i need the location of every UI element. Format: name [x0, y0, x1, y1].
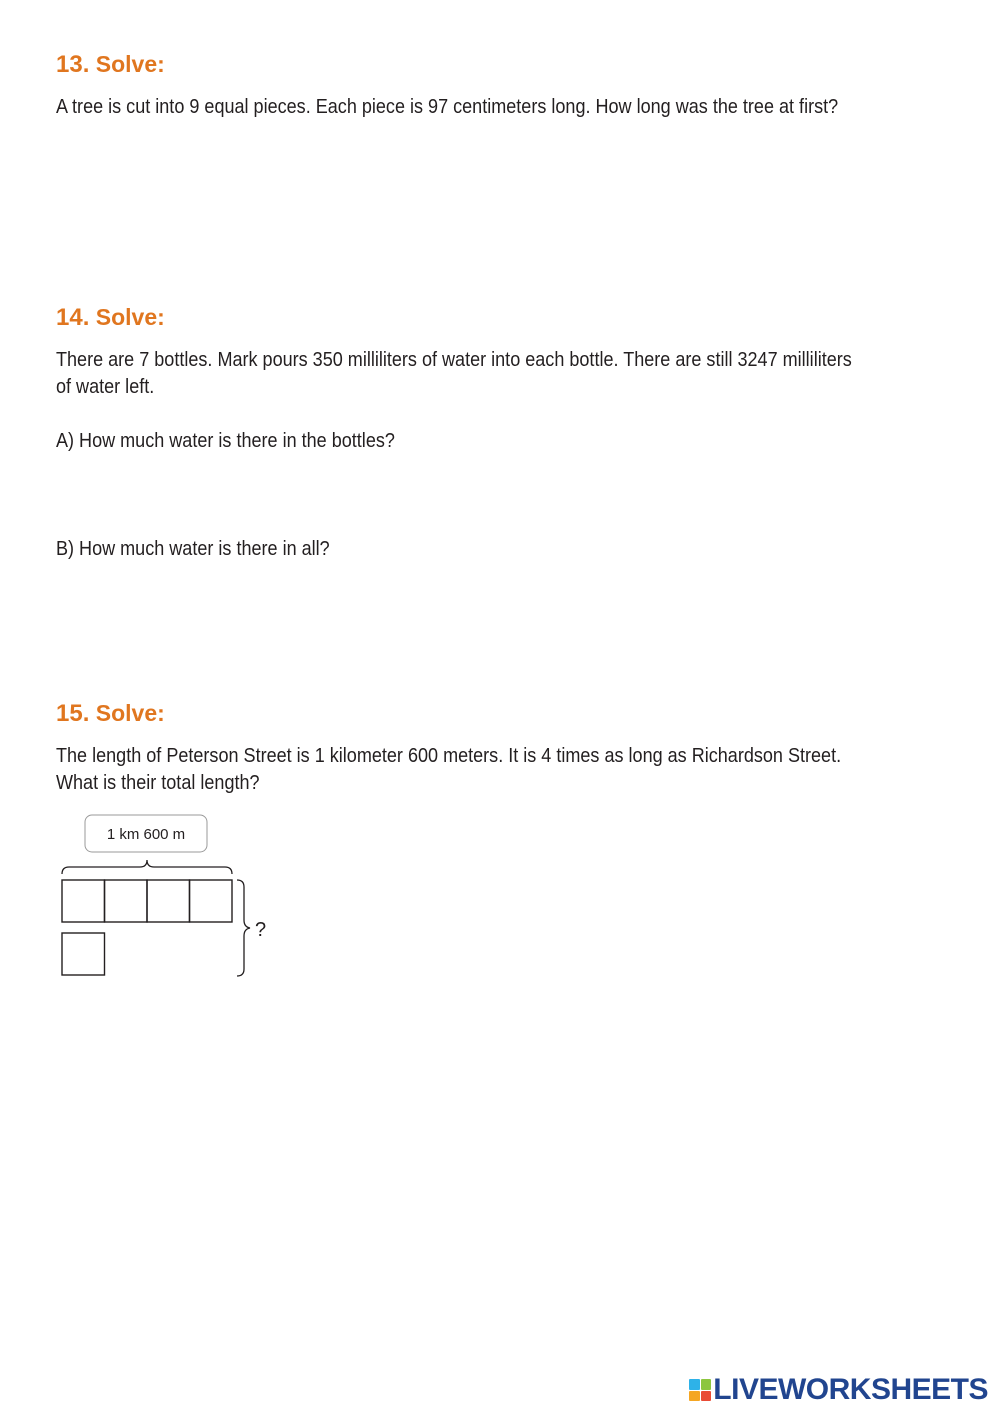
question-14-text-line-2: of water left. — [56, 375, 155, 398]
top-brace — [62, 860, 232, 874]
logo-square — [689, 1391, 700, 1402]
liveworksheets-logo — [689, 1373, 988, 1407]
question-13-text: A tree is cut into 9 equal pieces. Each piece is 97 centimeters long. How long was the tree at first? — [56, 95, 839, 118]
logo-square — [701, 1379, 712, 1390]
question-13-heading — [56, 50, 165, 79]
top-bar-unit — [190, 880, 233, 922]
question-14-part-b: B) How much water is there in all? — [56, 537, 330, 560]
right-brace — [237, 880, 250, 976]
question-13-title: Solve: — [95, 51, 165, 77]
question-14-number: 14. — [56, 304, 90, 331]
logo-square — [701, 1391, 712, 1402]
top-label: 1 km 600 m — [106, 826, 186, 843]
question-15-heading — [56, 699, 165, 728]
logo-square — [689, 1379, 700, 1390]
bar-model-diagram — [56, 812, 296, 982]
top-bar-unit — [147, 880, 190, 922]
question-mark: ? — [255, 919, 267, 941]
logo-mark-icon — [689, 1379, 711, 1401]
question-14-part-a: A) How much water is there in the bottles? — [56, 429, 395, 452]
top-bar-unit — [62, 880, 105, 922]
question-14-heading — [56, 303, 165, 332]
top-bar — [62, 880, 232, 922]
question-13-number: 13. — [56, 51, 90, 78]
top-bar-unit — [105, 880, 148, 922]
bottom-bar-unit — [62, 933, 105, 975]
logo-text: LIVEWORKSHEETS — [713, 1373, 988, 1406]
question-14-title: Solve: — [95, 304, 165, 330]
bottom-bar — [62, 933, 105, 975]
question-15-text-line-1: The length of Peterson Street is 1 kilometer 600 meters. It is 4 times as long as Richardson Street. — [56, 744, 842, 767]
question-15-title: Solve: — [95, 700, 165, 726]
question-14-text-line-1: There are 7 bottles. Mark pours 350 milliliters of water into each bottle. There are still 3247 milliliters — [56, 348, 852, 371]
question-15-number: 15. — [56, 700, 90, 727]
question-15-text-line-2: What is their total length? — [56, 771, 260, 794]
